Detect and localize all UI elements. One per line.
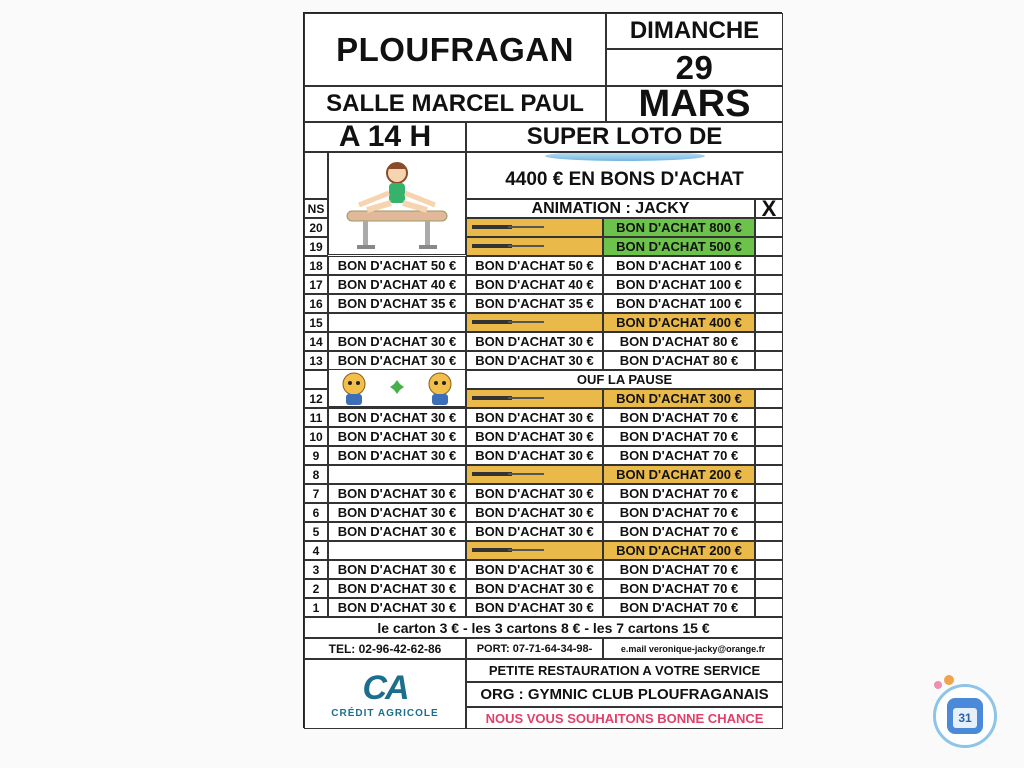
prize-cell-2: BON D'ACHAT 30 € <box>466 560 603 579</box>
prize-cell-1: BON D'ACHAT 30 € <box>328 484 466 503</box>
row-number: 4 <box>304 541 328 560</box>
check-cell <box>755 541 783 560</box>
row-number: 10 <box>304 427 328 446</box>
prize-cell-3: BON D'ACHAT 70 € <box>603 408 755 427</box>
row-number: 12 <box>304 389 328 408</box>
prize-cell-1: BON D'ACHAT 30 € <box>328 560 466 579</box>
calendar-day: 31 <box>953 708 977 728</box>
row-number: 1 <box>304 598 328 617</box>
restaurant-label: PETITE RESTAURATION A VOTRE SERVICE <box>466 659 783 682</box>
x-mark: X <box>755 199 783 218</box>
row-number: 11 <box>304 408 328 427</box>
email-label: e.mail veronique-jacky@orange.fr <box>603 638 783 659</box>
prize-stick-cell <box>466 218 603 237</box>
empty-cell <box>328 541 466 560</box>
row-number: 7 <box>304 484 328 503</box>
prize-cell-3: BON D'ACHAT 70 € <box>603 484 755 503</box>
calendar-icon <box>947 698 983 734</box>
venue-label: SALLE MARCEL PAUL <box>304 86 606 122</box>
prize-stick-cell <box>466 237 603 256</box>
row-number: 2 <box>304 579 328 598</box>
rainbow-swoosh-icon <box>545 152 705 161</box>
check-cell <box>755 275 783 294</box>
amount-box <box>466 152 783 199</box>
prize-cell-2: BON D'ACHAT 30 € <box>466 408 603 427</box>
stick-icon <box>472 225 542 230</box>
prize-cell-1: BON D'ACHAT 30 € <box>328 579 466 598</box>
check-cell <box>755 237 783 256</box>
port-label: PORT: 07-71-64-34-98- <box>466 638 603 659</box>
prize-cell-3: BON D'ACHAT 70 € <box>603 579 755 598</box>
check-cell <box>755 484 783 503</box>
prize-cell-3: BON D'ACHAT 70 € <box>603 598 755 617</box>
prize-cell-1: BON D'ACHAT 30 € <box>328 522 466 541</box>
check-cell <box>755 446 783 465</box>
check-cell <box>755 408 783 427</box>
gymnast-illustration <box>328 152 466 255</box>
pause-label: OUF LA PAUSE <box>466 370 783 389</box>
check-cell <box>755 294 783 313</box>
prize-cell-2: BON D'ACHAT 30 € <box>466 579 603 598</box>
prize-stick-cell <box>466 389 603 408</box>
prize-cell-3: BON D'ACHAT 100 € <box>603 294 755 313</box>
prize-cell-3: BON D'ACHAT 80 € <box>603 332 755 351</box>
date-number: 29 <box>606 49 783 86</box>
row-number: 17 <box>304 275 328 294</box>
prize-cell-2: BON D'ACHAT 30 € <box>466 446 603 465</box>
prize-stick-cell <box>466 541 603 560</box>
check-cell <box>755 332 783 351</box>
prize-cell-2: BON D'ACHAT 30 € <box>466 484 603 503</box>
prize-cell-1: BON D'ACHAT 40 € <box>328 275 466 294</box>
row-number: 14 <box>304 332 328 351</box>
org-label: ORG : GYMNIC CLUB PLOUFRAGANAIS <box>466 682 783 707</box>
stick-icon <box>472 396 542 401</box>
prize-cell-1: BON D'ACHAT 30 € <box>328 598 466 617</box>
spacer-cell <box>304 152 328 199</box>
prize-cell-3: BON D'ACHAT 70 € <box>603 560 755 579</box>
row-number: 15 <box>304 313 328 332</box>
row-number: 9 <box>304 446 328 465</box>
prize-main: BON D'ACHAT 400 € <box>603 313 755 332</box>
prize-main: BON D'ACHAT 300 € <box>603 389 755 408</box>
prize-cell-1: BON D'ACHAT 30 € <box>328 427 466 446</box>
town-title: PLOUFRAGAN <box>304 13 606 86</box>
prize-cell-3: BON D'ACHAT 80 € <box>603 351 755 370</box>
prize-cell-1: BON D'ACHAT 50 € <box>328 256 466 275</box>
sponsor-name: CRÉDIT AGRICOLE <box>331 708 439 719</box>
empty-cell <box>328 313 466 332</box>
prize-cell-1: BON D'ACHAT 35 € <box>328 294 466 313</box>
month-label: MARS <box>606 86 783 122</box>
prize-stick-cell <box>466 465 603 484</box>
prize-cell-3: BON D'ACHAT 70 € <box>603 503 755 522</box>
prize-cell-2: BON D'ACHAT 30 € <box>466 351 603 370</box>
prize-cell-2: BON D'ACHAT 35 € <box>466 294 603 313</box>
day-label: DIMANCHE <box>606 13 783 49</box>
prize-cell-2: BON D'ACHAT 40 € <box>466 275 603 294</box>
check-cell <box>755 503 783 522</box>
wish-label: NOUS VOUS SOUHAITONS BONNE CHANCE <box>466 707 783 729</box>
row-number: 13 <box>304 351 328 370</box>
dot-icon <box>934 681 942 689</box>
row-number: 5 <box>304 522 328 541</box>
prize-main: BON D'ACHAT 200 € <box>603 465 755 484</box>
pause-illustration <box>328 369 466 407</box>
event-label: SUPER LOTO DE <box>466 122 783 152</box>
loto-poster <box>303 12 782 728</box>
row-number: 18 <box>304 256 328 275</box>
check-cell <box>755 598 783 617</box>
check-cell <box>755 218 783 237</box>
animation-label: ANIMATION : JACKY <box>466 199 755 218</box>
prize-cell-2: BON D'ACHAT 30 € <box>466 427 603 446</box>
check-cell <box>755 427 783 446</box>
prize-cell-1: BON D'ACHAT 30 € <box>328 332 466 351</box>
row-number <box>304 370 328 389</box>
credit-agricole-logo: CA <box>362 669 408 707</box>
prize-cell-2: BON D'ACHAT 30 € <box>466 598 603 617</box>
row-number: 20 <box>304 218 328 237</box>
prize-cell-1: BON D'ACHAT 30 € <box>328 408 466 427</box>
empty-cell <box>328 465 466 484</box>
stick-icon <box>472 244 542 249</box>
check-cell <box>755 256 783 275</box>
row-number: 8 <box>304 465 328 484</box>
check-cell <box>755 465 783 484</box>
dot-icon <box>944 675 954 685</box>
prize-main: BON D'ACHAT 800 € <box>603 218 755 237</box>
stick-icon <box>472 548 542 553</box>
prize-cell-1: BON D'ACHAT 30 € <box>328 503 466 522</box>
calendar-widget-button[interactable] <box>933 684 997 748</box>
check-cell <box>755 579 783 598</box>
check-cell <box>755 389 783 408</box>
check-cell <box>755 560 783 579</box>
row-number: 6 <box>304 503 328 522</box>
stick-icon <box>472 320 542 325</box>
prize-cell-2: BON D'ACHAT 50 € <box>466 256 603 275</box>
row-number: 16 <box>304 294 328 313</box>
prize-cell-2: BON D'ACHAT 30 € <box>466 503 603 522</box>
gymnast-icon <box>337 155 457 253</box>
prize-cell-2: BON D'ACHAT 30 € <box>466 332 603 351</box>
prize-cell-3: BON D'ACHAT 100 € <box>603 256 755 275</box>
check-cell <box>755 313 783 332</box>
check-cell <box>755 351 783 370</box>
prize-cell-3: BON D'ACHAT 70 € <box>603 522 755 541</box>
ns-label: NS <box>304 199 328 218</box>
price-info: le carton 3 € - les 3 cartons 8 € - les 7 cartons 15 € <box>304 617 783 638</box>
tel-label: TEL: 02-96-42-62-86 <box>304 638 466 659</box>
prize-cell-3: BON D'ACHAT 100 € <box>603 275 755 294</box>
check-cell <box>755 522 783 541</box>
prize-cell-3: BON D'ACHAT 70 € <box>603 446 755 465</box>
prize-cell-3: BON D'ACHAT 70 € <box>603 427 755 446</box>
prize-cell-1: BON D'ACHAT 30 € <box>328 351 466 370</box>
sponsor-box <box>304 659 466 729</box>
prize-cell-1: BON D'ACHAT 30 € <box>328 446 466 465</box>
row-number: 19 <box>304 237 328 256</box>
stick-icon <box>472 472 542 477</box>
prize-main: BON D'ACHAT 200 € <box>603 541 755 560</box>
row-number: 3 <box>304 560 328 579</box>
prize-main: BON D'ACHAT 500 € <box>603 237 755 256</box>
amount-label: 4400 € EN BONS D'ACHAT <box>505 169 744 190</box>
prize-stick-cell <box>466 313 603 332</box>
cartoon-characters-icon <box>332 370 462 406</box>
time-label: A 14 H <box>304 122 466 152</box>
prize-cell-2: BON D'ACHAT 30 € <box>466 522 603 541</box>
